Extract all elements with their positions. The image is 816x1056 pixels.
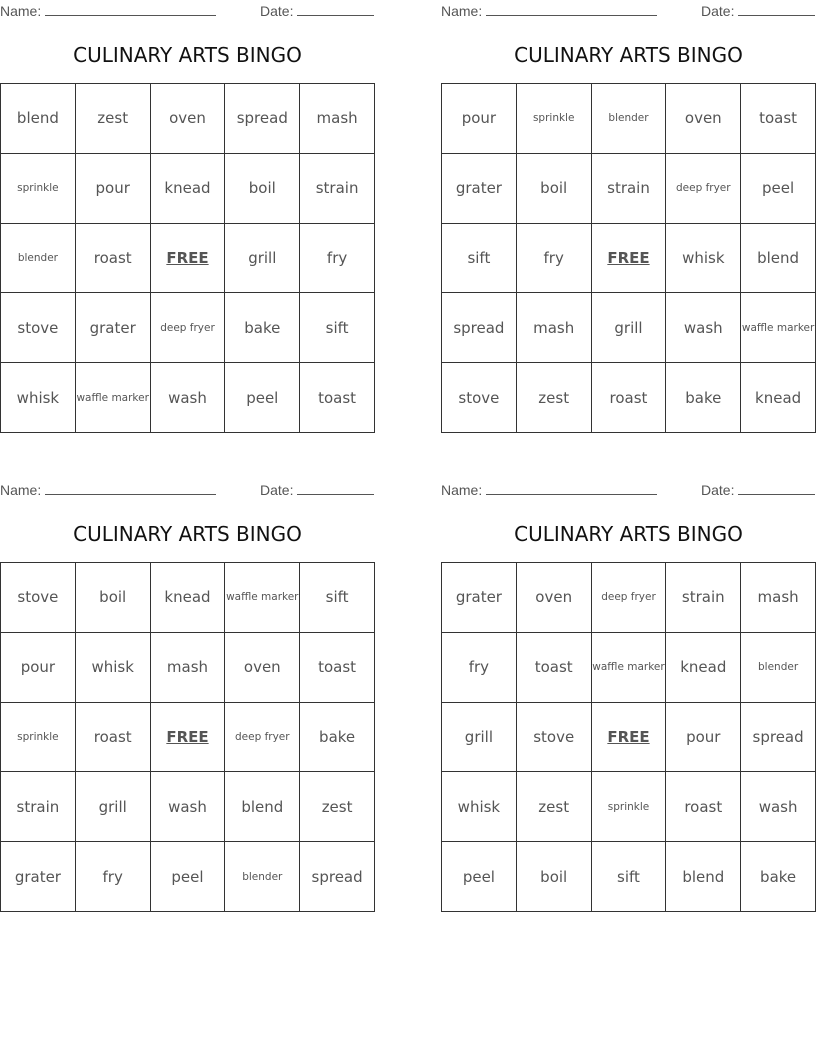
bingo-cell: grill xyxy=(442,703,517,773)
bingo-cell: spread xyxy=(300,842,375,912)
bingo-cell: blender xyxy=(741,633,816,703)
bingo-cell: bake xyxy=(225,293,300,363)
bingo-cell: boil xyxy=(76,563,151,633)
name-field xyxy=(441,3,657,19)
bingo-cell: strain xyxy=(300,154,375,224)
bingo-cell: stove xyxy=(1,563,76,633)
name-field xyxy=(0,482,216,498)
bingo-cell: boil xyxy=(225,154,300,224)
bingo-cell: strain xyxy=(592,154,667,224)
bingo-cell: whisk xyxy=(666,224,741,294)
bingo-cell: strain xyxy=(666,563,741,633)
name-blank-line xyxy=(45,4,216,16)
free-space-cell: FREE xyxy=(151,703,226,773)
bingo-cell: deep fryer xyxy=(592,563,667,633)
bingo-card xyxy=(0,0,375,407)
card-title: CULINARY ARTS BINGO xyxy=(514,43,743,67)
date-label: Date: xyxy=(260,3,294,19)
date-blank-line xyxy=(738,483,815,495)
bingo-cell: deep fryer xyxy=(151,293,226,363)
free-space-cell: FREE xyxy=(592,703,667,773)
bingo-cell: pour xyxy=(442,84,517,154)
bingo-cell: blend xyxy=(225,772,300,842)
bingo-cell: blend xyxy=(1,84,76,154)
bingo-cell: wash xyxy=(151,363,226,433)
bingo-cell: zest xyxy=(300,772,375,842)
bingo-grid xyxy=(0,83,375,433)
bingo-cell: waffle marker xyxy=(592,633,667,703)
bingo-cell: boil xyxy=(517,154,592,224)
bingo-cell: oven xyxy=(225,633,300,703)
bingo-cell: bake xyxy=(300,703,375,773)
bingo-cell: grill xyxy=(592,293,667,363)
bingo-cell: grater xyxy=(442,154,517,224)
bingo-cell: knead xyxy=(741,363,816,433)
free-space-cell: FREE xyxy=(592,224,667,294)
name-label: Name: xyxy=(0,3,42,19)
name-blank-line xyxy=(486,483,657,495)
bingo-cell: zest xyxy=(76,84,151,154)
name-date-row xyxy=(441,0,816,22)
date-blank-line xyxy=(738,4,815,16)
bingo-cell: stove xyxy=(1,293,76,363)
bingo-cell: wash xyxy=(151,772,226,842)
bingo-cell: bake xyxy=(666,363,741,433)
bingo-cell: roast xyxy=(666,772,741,842)
bingo-card xyxy=(0,479,375,886)
bingo-cell: whisk xyxy=(76,633,151,703)
date-label: Date: xyxy=(260,482,294,498)
bingo-cell: deep fryer xyxy=(666,154,741,224)
bingo-cell: spread xyxy=(225,84,300,154)
bingo-cell: knead xyxy=(151,154,226,224)
bingo-cell: roast xyxy=(76,703,151,773)
bingo-cell: toast xyxy=(300,633,375,703)
bingo-cell: pour xyxy=(666,703,741,773)
card-title: CULINARY ARTS BINGO xyxy=(73,43,302,67)
bingo-cell: sift xyxy=(592,842,667,912)
bingo-cell: sift xyxy=(300,293,375,363)
bingo-cell: stove xyxy=(517,703,592,773)
bingo-cell: deep fryer xyxy=(225,703,300,773)
name-date-row xyxy=(441,479,816,501)
bingo-cell: knead xyxy=(151,563,226,633)
bingo-cell: sift xyxy=(300,563,375,633)
bingo-cell: sprinkle xyxy=(1,154,76,224)
bingo-cell: toast xyxy=(300,363,375,433)
bingo-cell: toast xyxy=(741,84,816,154)
bingo-cell: stove xyxy=(442,363,517,433)
bingo-cell: blend xyxy=(666,842,741,912)
date-field xyxy=(701,3,815,19)
date-field xyxy=(701,482,815,498)
bingo-cell: peel xyxy=(741,154,816,224)
bingo-cell: waffle marker xyxy=(76,363,151,433)
bingo-cell: roast xyxy=(76,224,151,294)
bingo-cell: mash xyxy=(300,84,375,154)
bingo-card xyxy=(441,479,816,886)
date-label: Date: xyxy=(701,3,735,19)
date-blank-line xyxy=(297,483,374,495)
bingo-cell: grater xyxy=(442,563,517,633)
bingo-cell: pour xyxy=(76,154,151,224)
bingo-cell: zest xyxy=(517,772,592,842)
bingo-cell: strain xyxy=(1,772,76,842)
bingo-cell: grill xyxy=(76,772,151,842)
bingo-cell: waffle marker xyxy=(741,293,816,363)
bingo-cell: blend xyxy=(741,224,816,294)
bingo-cell: sprinkle xyxy=(592,772,667,842)
name-label: Name: xyxy=(441,3,483,19)
bingo-cell: grater xyxy=(1,842,76,912)
bingo-cell: toast xyxy=(517,633,592,703)
bingo-cell: peel xyxy=(442,842,517,912)
date-blank-line xyxy=(297,4,374,16)
bingo-cell: fry xyxy=(76,842,151,912)
bingo-cell: whisk xyxy=(442,772,517,842)
card-title: CULINARY ARTS BINGO xyxy=(73,522,302,546)
free-space-cell: FREE xyxy=(151,224,226,294)
bingo-cell: peel xyxy=(225,363,300,433)
bingo-cell: wash xyxy=(741,772,816,842)
bingo-cell: blender xyxy=(592,84,667,154)
name-field xyxy=(0,3,216,19)
date-field xyxy=(260,482,374,498)
bingo-cell: spread xyxy=(442,293,517,363)
date-field xyxy=(260,3,374,19)
bingo-cell: fry xyxy=(517,224,592,294)
bingo-cell: whisk xyxy=(1,363,76,433)
bingo-cell: mash xyxy=(517,293,592,363)
bingo-grid xyxy=(441,83,816,433)
bingo-cell: sprinkle xyxy=(517,84,592,154)
bingo-cell: knead xyxy=(666,633,741,703)
bingo-cell: sprinkle xyxy=(1,703,76,773)
bingo-cell: oven xyxy=(151,84,226,154)
bingo-grid xyxy=(441,562,816,912)
bingo-cell: oven xyxy=(517,563,592,633)
bingo-cell: spread xyxy=(741,703,816,773)
name-label: Name: xyxy=(0,482,42,498)
bingo-cell: pour xyxy=(1,633,76,703)
bingo-grid xyxy=(0,562,375,912)
date-label: Date: xyxy=(701,482,735,498)
name-field xyxy=(441,482,657,498)
bingo-cell: blender xyxy=(225,842,300,912)
bingo-cell: zest xyxy=(517,363,592,433)
bingo-cell: blender xyxy=(1,224,76,294)
bingo-cell: peel xyxy=(151,842,226,912)
bingo-cell: mash xyxy=(741,563,816,633)
name-date-row xyxy=(0,0,375,22)
name-date-row xyxy=(0,479,375,501)
bingo-cell: fry xyxy=(300,224,375,294)
bingo-cell: bake xyxy=(741,842,816,912)
name-blank-line xyxy=(45,483,216,495)
name-label: Name: xyxy=(441,482,483,498)
name-blank-line xyxy=(486,4,657,16)
bingo-cell: oven xyxy=(666,84,741,154)
card-title: CULINARY ARTS BINGO xyxy=(514,522,743,546)
bingo-card xyxy=(441,0,816,407)
bingo-cell: boil xyxy=(517,842,592,912)
bingo-cell: grill xyxy=(225,224,300,294)
bingo-cell: sift xyxy=(442,224,517,294)
bingo-cell: grater xyxy=(76,293,151,363)
bingo-cell: waffle marker xyxy=(225,563,300,633)
bingo-cell: wash xyxy=(666,293,741,363)
bingo-cell: mash xyxy=(151,633,226,703)
bingo-cell: fry xyxy=(442,633,517,703)
bingo-cell: roast xyxy=(592,363,667,433)
